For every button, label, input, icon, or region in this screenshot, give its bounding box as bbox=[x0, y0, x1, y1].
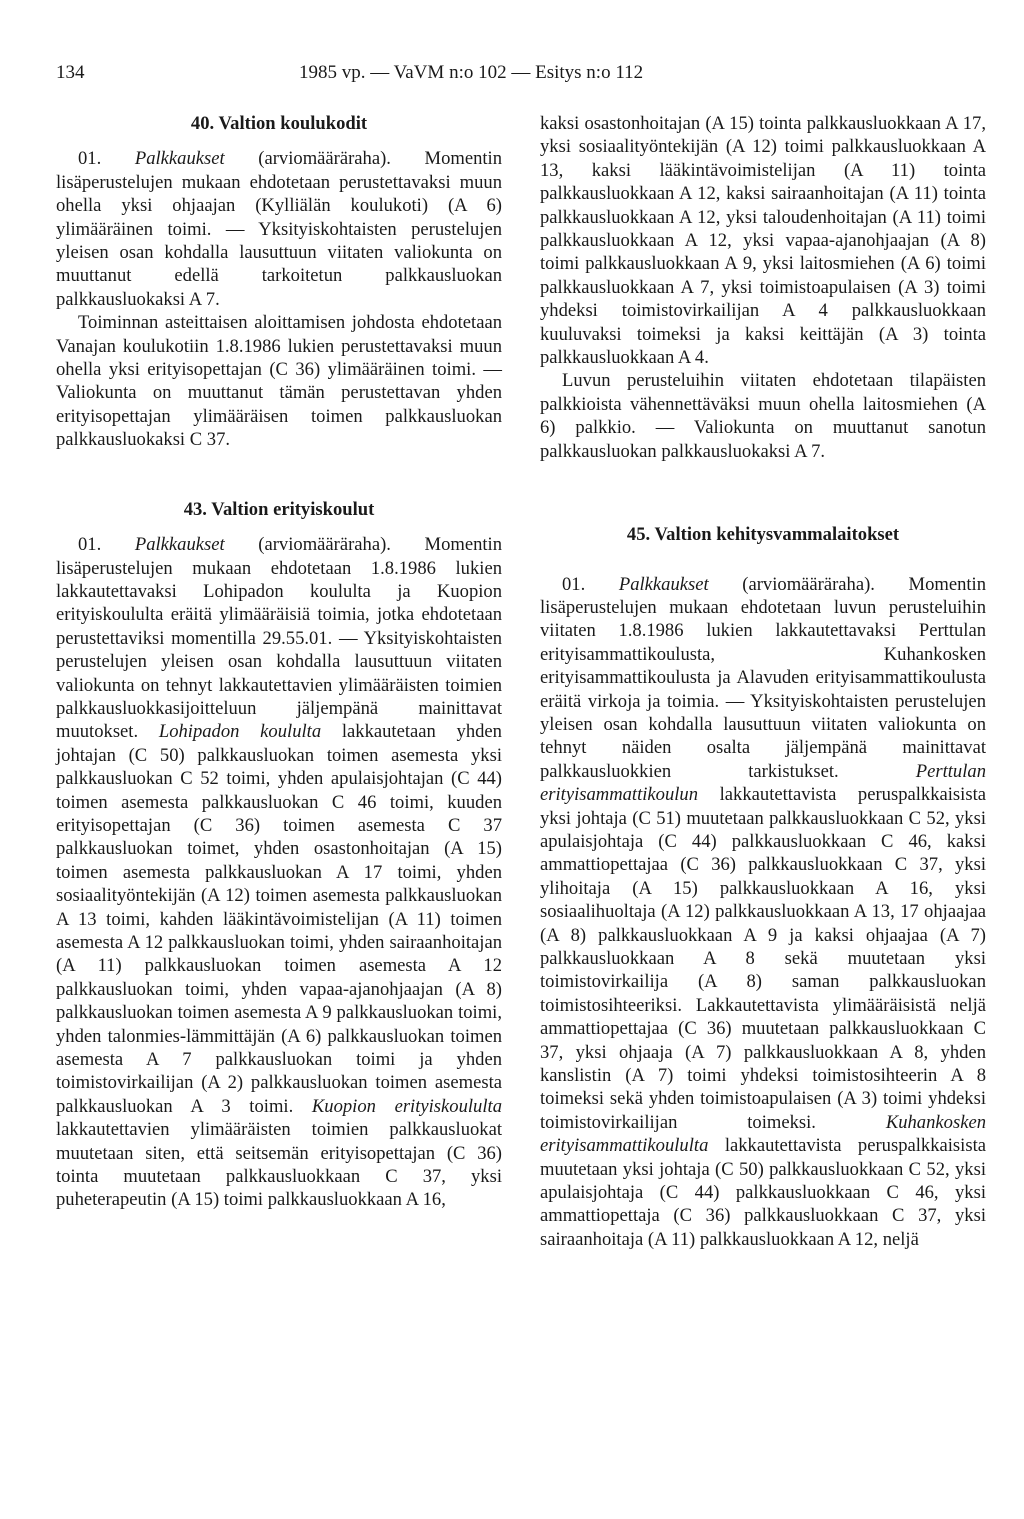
paragraph-text: (arviomääräraha). Momentin lisäperustelujen mukaan ehdotetaan 1.8.1986 lukien lakkautettavaksi Lohipadon koululta ja Kuopion erityiskoululta eräitä ylimääräisiä toimia, jotka ehdotetaan perustettaviksi momentilla 29.55.01. — Yksityiskohtaisten perustelujen yleisen osan kohdalla lausuttuun viitaten valiokunta on tehnyt lakkautettavien ylimääräisten toimien palkkausluokkasijoitteluun jäljempänä mainittavat muutokset. bbox=[56, 534, 503, 743]
running-header bbox=[56, 62, 996, 86]
paragraph-text: lakkautetaan yhden johtajan (C 50) palkkausluokan toimen asemesta yksi palkkausluokan C 52 toimi, yhden apulaisjohtajan (C 44) toimen asemesta palkkausluokan C 46 toimi, kuuden erityisopettajan (C 36) toimen asemesta C 37 palkkausluokan toimet, yhden osastonhoitajan (A 15) toimen asemesta palkkausluokan A 17 toimi, yhden sosiaalityöntekijän (A 12) toimen asemesta palkkausluokan A 13 toimi, kahden lääkintävoimistelijan (A 11) toimen asemesta A 12 palkkausluokan toimi, yhden sairaanhoitajan (A 11) palkkausluokan toimen asemesta A 12 palkkausluokan toimi, yhden vapaa-ajanohjaajan (A 8) palkkausluokan toimen asemesta A 9 palkkausluokan toimi, yhden talonmies-lämmittäjän (A 6) palkkausluokan toimen asemesta A 7 palkkausluokan toimi ja yhden toimistovirkailijan (A 2) palkkausluokan toimen asemesta palkkausluokan A 3 toimi. bbox=[56, 721, 502, 1117]
item-number: 01. bbox=[78, 534, 102, 556]
paragraph-text: (arviomääräraha). Momentin lisäperustelujen mukaan ehdotetaan perustettavaksi muun ohella yksi ohjaajan (Kylliälän koulukoti) (A 6) ylimääräinen toimi. — Yksityiskohtaisten perustelujen yleisen osan kohdalla lausuttuun viitaten valiokunta on muuttanut edellä tarkoitetun palkkausluokan palkkausluokaksi A 7. bbox=[56, 148, 503, 310]
item-title: Palkkaukset bbox=[134, 534, 225, 556]
item-title: Palkkaukset bbox=[618, 573, 709, 595]
section-heading-43: 43. Valtion erityiskoulut bbox=[183, 498, 375, 520]
section-heading-40: 40. Valtion koulukodit bbox=[190, 113, 368, 134]
continuation-paragraph-2: Luvun perusteluihin viitaten ehdotetaan tilapäisten palkkioista vähennettäväksi muun ohella laitosmiehen (A 6) palkkio. — Valiokunta on muuttanut sanotun palkkausluokan palkkausluokaksi A 7. bbox=[540, 370, 986, 462]
place-name: Perttulan erityisammattikoulun bbox=[540, 760, 986, 806]
header-title: 1985 vp. — VaVM n:o 102 — Esitys n:o 112 bbox=[299, 62, 644, 83]
item-number: 01. bbox=[562, 573, 586, 595]
section-heading-45: 45. Valtion kehitysvammalaitokset bbox=[626, 524, 900, 546]
paragraph-text: lakkautettavien ylimääräisten toimien palkkausluokat muutetaan siten, että seitsemän erityisopettajan (C 36) tointa muutetaan palkkausluokkaan C 37, yksi puheterapeutin (A 15) toimi palkkausluokkaan A 16, bbox=[56, 1119, 502, 1211]
page-number: 134 bbox=[56, 62, 85, 83]
paragraph-text: lakkautettavista peruspalkkaisista muutetaan yksi johtaja (C 50) palkkausluokkaan C 52, yksi apulaisjohtaja (C 44) palkkausluokkaan C 46, yksi ammattiopettaja (C 36) palkkausluokkaan C 37, yksi sairaanhoitaja (A 11) palkkausluokkaan A 12, neljä bbox=[540, 1135, 986, 1250]
place-name: Kuhankosken erityisammattikoululta bbox=[540, 1111, 986, 1157]
left-column bbox=[56, 112, 502, 1212]
right-column bbox=[540, 112, 986, 1251]
place-name: Lohipadon koululta bbox=[158, 721, 322, 743]
item-number: 01. bbox=[78, 148, 102, 170]
paragraph-text: lakkautettavista peruspalkkaisista yksi johtaja (C 51) muutetaan palkkausluokkaan C 52, yksi apulaisjohtaja (C 44) palkkausluokkaan C 46, kaksi ammattiopettajaa (C 36) palkkausluokkaan C 37, yksi ylihoitaja (A 15) palkkausluokkaan A 16, yksi sosiaalihuoltaja (A 12) palkkausluokkaan A 13, 17 ohjaajaa (A 8) palkkausluokkaan A 9 ja kaksi ohjaajaa (A 7) palkkausluokkaan A 8 sekä muutetaan yksi toimistovirkailija (A 8) saman palkkausluokan toimistosihteeriksi. Lakkautettavista ylimääräisistä neljä ammattiopettajaa (C 36) muutetaan palkkausluokkaan C 37, yksi ohjaaja (A 7) palkkausluokkaan A 8, yhden kanslistin (A 7) toimi yhdeksi toimistosihteerin A 8 toimeksi sekä yhden toimistoapulaisen (A 3) toimi yhdeksi toimistovirkailijan toimeksi. bbox=[540, 784, 986, 1133]
continuation-paragraph-1: kaksi osastonhoitajan (A 15) tointa palkkausluokkaan A 17, yksi sosiaalityöntekijän (A 12) toimi palkkausluokkaan A 13, kaksi lääkintävoimistelijan (A 11) tointa palkkausluokkaan A 12, kaksi sairaanhoitajan (A 11) tointa palkkausluokkaan A 12, yksi taloudenhoitajan (A 11) toimi palkkausluokkaan A 12, yksi vapaa-ajanohjaajan (A 8) toimi palkkausluokkaan A 9, yksi laitosmiehen (A 6) toimi palkkausluokkaan A 7, yksi toimistoapulaisen (A 3) toimi yhdeksi toimistovirkailijan A 4 palkkausluokkaan kuuluvaksi toimeksi ja kaksi keittäjän (A 3) tointa palkkausluokkaan A 4. bbox=[540, 113, 986, 369]
section-40-paragraph-1 bbox=[56, 147, 502, 311]
section-40-paragraph-2: Toiminnan asteittaisen aloittamisen johdosta ehdotetaan Vanajan koulukotiin 1.8.1986 lukien perustettavaksi muun ohella yksi erityisopettajan (C 36) ylimääräinen toimi. — Valiokunta on muuttanut tämän perustettavan yhden erityisopettajan ylimääräisen toimen palkkausluokan palkkausluokaksi C 37. bbox=[56, 312, 502, 451]
paragraph-text: (arviomääräraha). Momentin lisäperustelujen mukaan ehdotetaan luvun perusteluihin viitaten 1.8.1986 lukien lakkautettavaksi Perttulan erityisammattikoulusta, Kuhankosken erityisammattikoulusta ja Alavuden erityisammattikoulusta eräitä virkoja ja toimia. — Yksityiskohtaisten perustelujen yleisen osan kohdalla lausuttuun viitaten valiokunta on tehnyt näiden osalta jäljempänä mainittavat palkkausluokkien tarkistukset. bbox=[540, 573, 987, 782]
item-title: Palkkaukset bbox=[134, 148, 225, 170]
place-name: Kuopion erityiskoululta bbox=[311, 1095, 502, 1117]
section-45-paragraph-1 bbox=[540, 573, 986, 1252]
section-43-paragraph-1 bbox=[56, 533, 502, 1212]
